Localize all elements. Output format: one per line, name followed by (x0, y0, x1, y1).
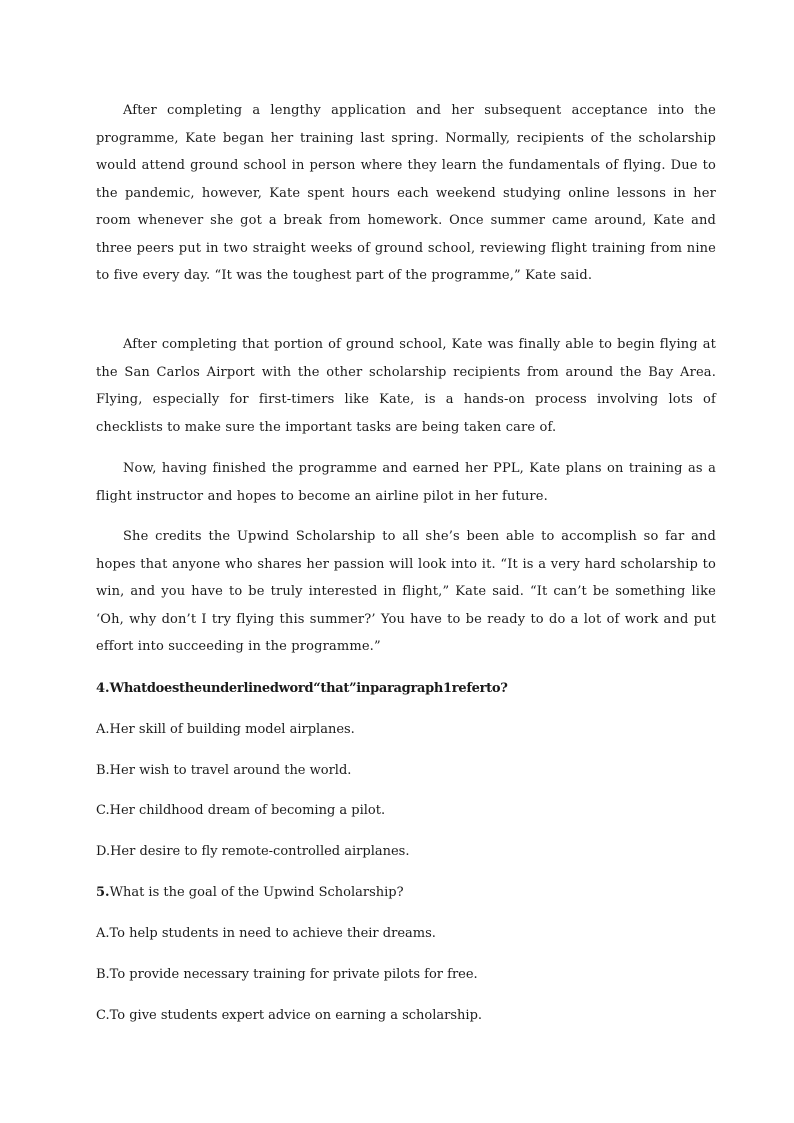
question-5-prompt: What is the goal of the Upwind Scholarship? (109, 885, 404, 900)
question-5-option-a: A.To help students in need to achieve their dreams. (96, 926, 436, 941)
paragraph-3: Now, having finished the programme and earned her PPL, Kate plans on training as a flight instructor and hopes to become an airline pilot in her future. (96, 461, 716, 504)
question-4-option-c: C.Her childhood dream of becoming a pilot. (96, 803, 386, 818)
question-4-stem (96, 679, 716, 699)
question-5-stem (96, 883, 716, 903)
paragraph-4: She credits the Upwind Scholarship to all she’s been able to accomplish so far and hopes that anyone who shares her passion will look into it. “It is a very hard scholarship to win, and you have to be truly interested in flight,” Kate said. “It can’t be something like ‘Oh, why don’t I try flying this summer?’ You have to be ready to do a lot of work and put effort into succeeding in the programme.” (96, 529, 716, 654)
question-5-option-c: C.To give students expert advice on earning a scholarship. (96, 1008, 483, 1023)
paragraph-1: After completing a lengthy application and her subsequent acceptance into the programme, Kate began her training last spring. Normally, recipients of the scholarship would attend ground school in person where they learn the fundamentals of flying. Due to the pandemic, however, Kate spent hours each weekend studying online lessons in her room whenever she got a break from homework. Once summer came around, Kate and three peers put in two straight weeks of ground school, reviewing flight training from nine to five every day. “It was the toughest part of the programme,” Kate said. (96, 103, 716, 283)
question-4-option-d: D.Her desire to fly remote-controlled airplanes. (96, 844, 410, 859)
question-4-number: 4. (96, 681, 110, 696)
question-4-prompt: Whatdoestheunderlinedword“that”inparagraph1referto? (109, 681, 508, 696)
paragraph-2: After completing that portion of ground school, Kate was finally able to begin flying at the San Carlos Airport with the other scholarship recipients from around the Bay Area. Flying, especially for first-timers like Kate, is a hands-on process involving lots of checklists to make sure the important tasks are being taken care of. (96, 337, 716, 435)
question-5-number: 5. (96, 885, 110, 900)
question-4-option-a: A.Her skill of building model airplanes. (96, 722, 355, 737)
question-4-option-b: B.Her wish to travel around the world. (96, 763, 352, 778)
question-5-option-b: B.To provide necessary training for private pilots for free. (96, 967, 478, 982)
